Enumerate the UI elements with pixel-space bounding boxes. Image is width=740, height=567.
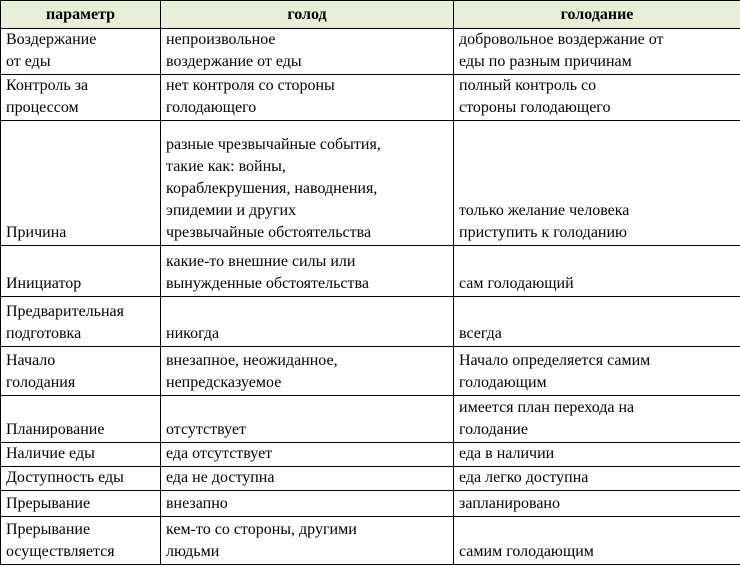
cell-golodanie: всегда	[454, 297, 740, 347]
cell-golod: никогда	[161, 297, 454, 347]
table-row	[1, 246, 740, 297]
table-row	[1, 347, 740, 396]
header-param: параметр	[1, 1, 161, 29]
table-row	[1, 491, 740, 517]
cell-param: Прерывание осуществляется	[1, 517, 161, 565]
cell-golodanie: Начало определяется самим голодающим	[454, 347, 740, 396]
table-row	[1, 121, 740, 246]
cell-param: Воздержание от еды	[1, 29, 161, 75]
cell-golodanie: только желание человека приступить к голоданию	[454, 121, 740, 246]
cell-golod: непроизвольное воздержание от еды	[161, 29, 454, 75]
cell-golodanie: запланировано	[454, 491, 740, 517]
header-golodanie: голодание	[454, 1, 740, 29]
cell-param: Начало голодания	[1, 347, 161, 396]
cell-param: Контроль за процессом	[1, 75, 161, 121]
table-row	[1, 29, 740, 75]
cell-param: Доступность еды	[1, 467, 161, 491]
cell-golodanie: еда в наличии	[454, 443, 740, 467]
cell-golodanie: сам голодающий	[454, 246, 740, 297]
cell-param: Планирование	[1, 396, 161, 443]
cell-golodanie: еда легко доступна	[454, 467, 740, 491]
cell-param: Наличие еды	[1, 443, 161, 467]
cell-golodanie: имеется план перехода на голодание	[454, 396, 740, 443]
cell-golod: внезапное, неожиданное, непредсказуемое	[161, 347, 454, 396]
cell-param: Причина	[1, 121, 161, 246]
header-golod: голод	[161, 1, 454, 29]
cell-golod: еда отсутствует	[161, 443, 454, 467]
cell-golodanie: добровольное воздержание от еды по разным причинам	[454, 29, 740, 75]
table-row	[1, 467, 740, 491]
cell-golod: разные чрезвычайные события, такие как: войны, кораблекрушения, наводнения, эпидемии и других чрезвычайные обстоятельства	[161, 121, 454, 246]
header-row	[1, 1, 740, 29]
cell-golodanie: самим голодающим	[454, 517, 740, 565]
table-row	[1, 297, 740, 347]
cell-golod: кем-то со стороны, другими людьми	[161, 517, 454, 565]
cell-param: Предварительная подготовка	[1, 297, 161, 347]
cell-golod: отсутствует	[161, 396, 454, 443]
table-row	[1, 517, 740, 565]
table-row	[1, 396, 740, 443]
cell-golod: какие-то внешние силы или вынужденные обстоятельства	[161, 246, 454, 297]
cell-golod: нет контроля со стороны голодающего	[161, 75, 454, 121]
cell-golod: внезапно	[161, 491, 454, 517]
table-row	[1, 75, 740, 121]
cell-param: Прерывание	[1, 491, 161, 517]
table-row	[1, 443, 740, 467]
cell-golodanie: полный контроль со стороны голодающего	[454, 75, 740, 121]
cell-param: Инициатор	[1, 246, 161, 297]
cell-golod: еда не доступна	[161, 467, 454, 491]
